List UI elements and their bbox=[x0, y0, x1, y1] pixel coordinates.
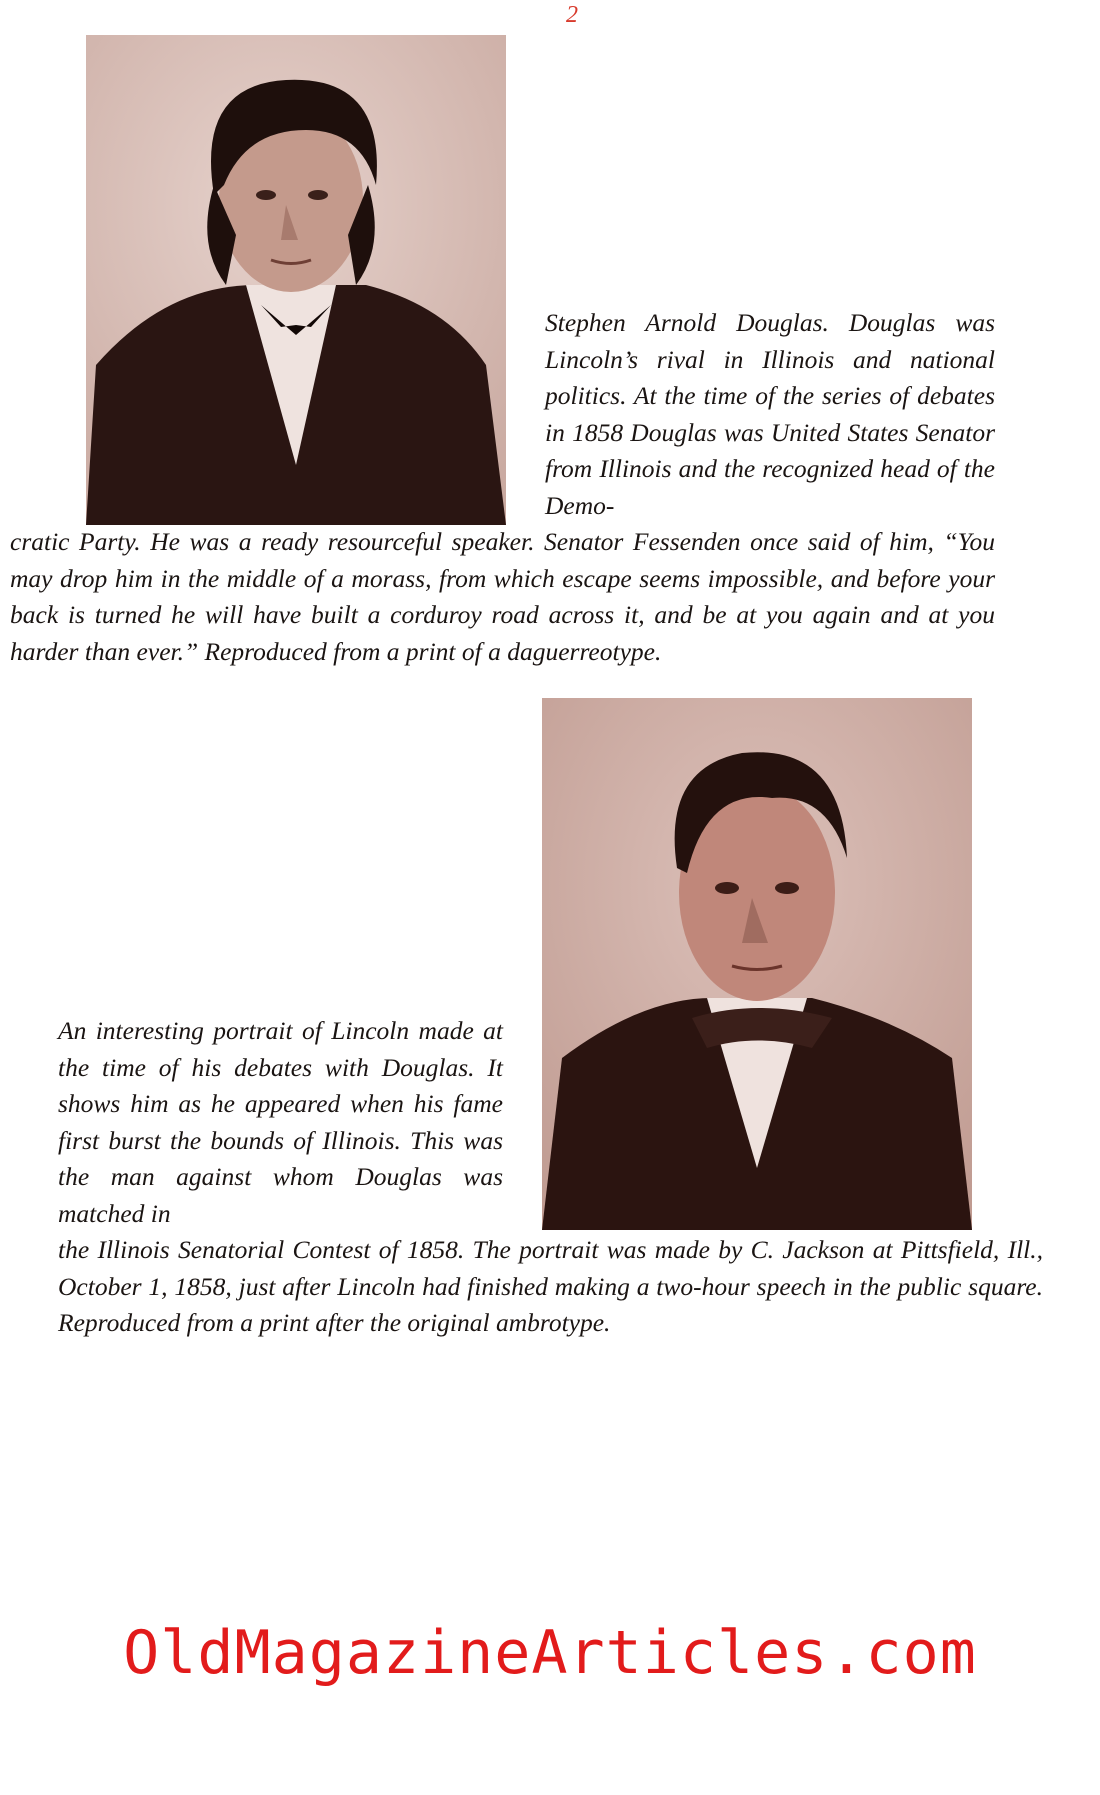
douglas-caption-rest: cratic Party. He was a ready resourceful speaker. Senator Fessenden once said of him, “You may drop him in the middle of a morass, from which escape seems impossible, and before your back is turned he will have built a corduroy road across it, and be at you again and at you harder than ever.” Reproduced from a print of a daguerreotype. bbox=[10, 527, 995, 666]
douglas-portrait bbox=[86, 35, 506, 525]
lincoln-caption-lead: An interesting portrait of Lincoln made at the time of his debates with Douglas. It shows him as he appeared when his fame first burst the bounds of Illinois. This was the man against whom Douglas was matched in bbox=[58, 1016, 503, 1228]
site-watermark: OldMagazineArticles.com bbox=[123, 1618, 977, 1688]
lincoln-portrait bbox=[542, 698, 972, 1230]
lincoln-caption-rest: the Illinois Senatorial Contest of 1858. The portrait was made by C. Jackson at Pittsfield, Ill., October 1, 1858, just after Lincoln had finished making a two-hour speech in the public square. Reproduced from a print after the original ambrotype. bbox=[58, 1235, 1043, 1337]
page-number: 2 bbox=[566, 2, 578, 28]
douglas-caption-lead: Stephen Arnold Douglas. Douglas was Lincoln’s rival in Illinois and national politics. At the time of the series of debates in 1858 Douglas was United States Senator from Illinois and the recognized head of the Demo- bbox=[545, 308, 995, 520]
